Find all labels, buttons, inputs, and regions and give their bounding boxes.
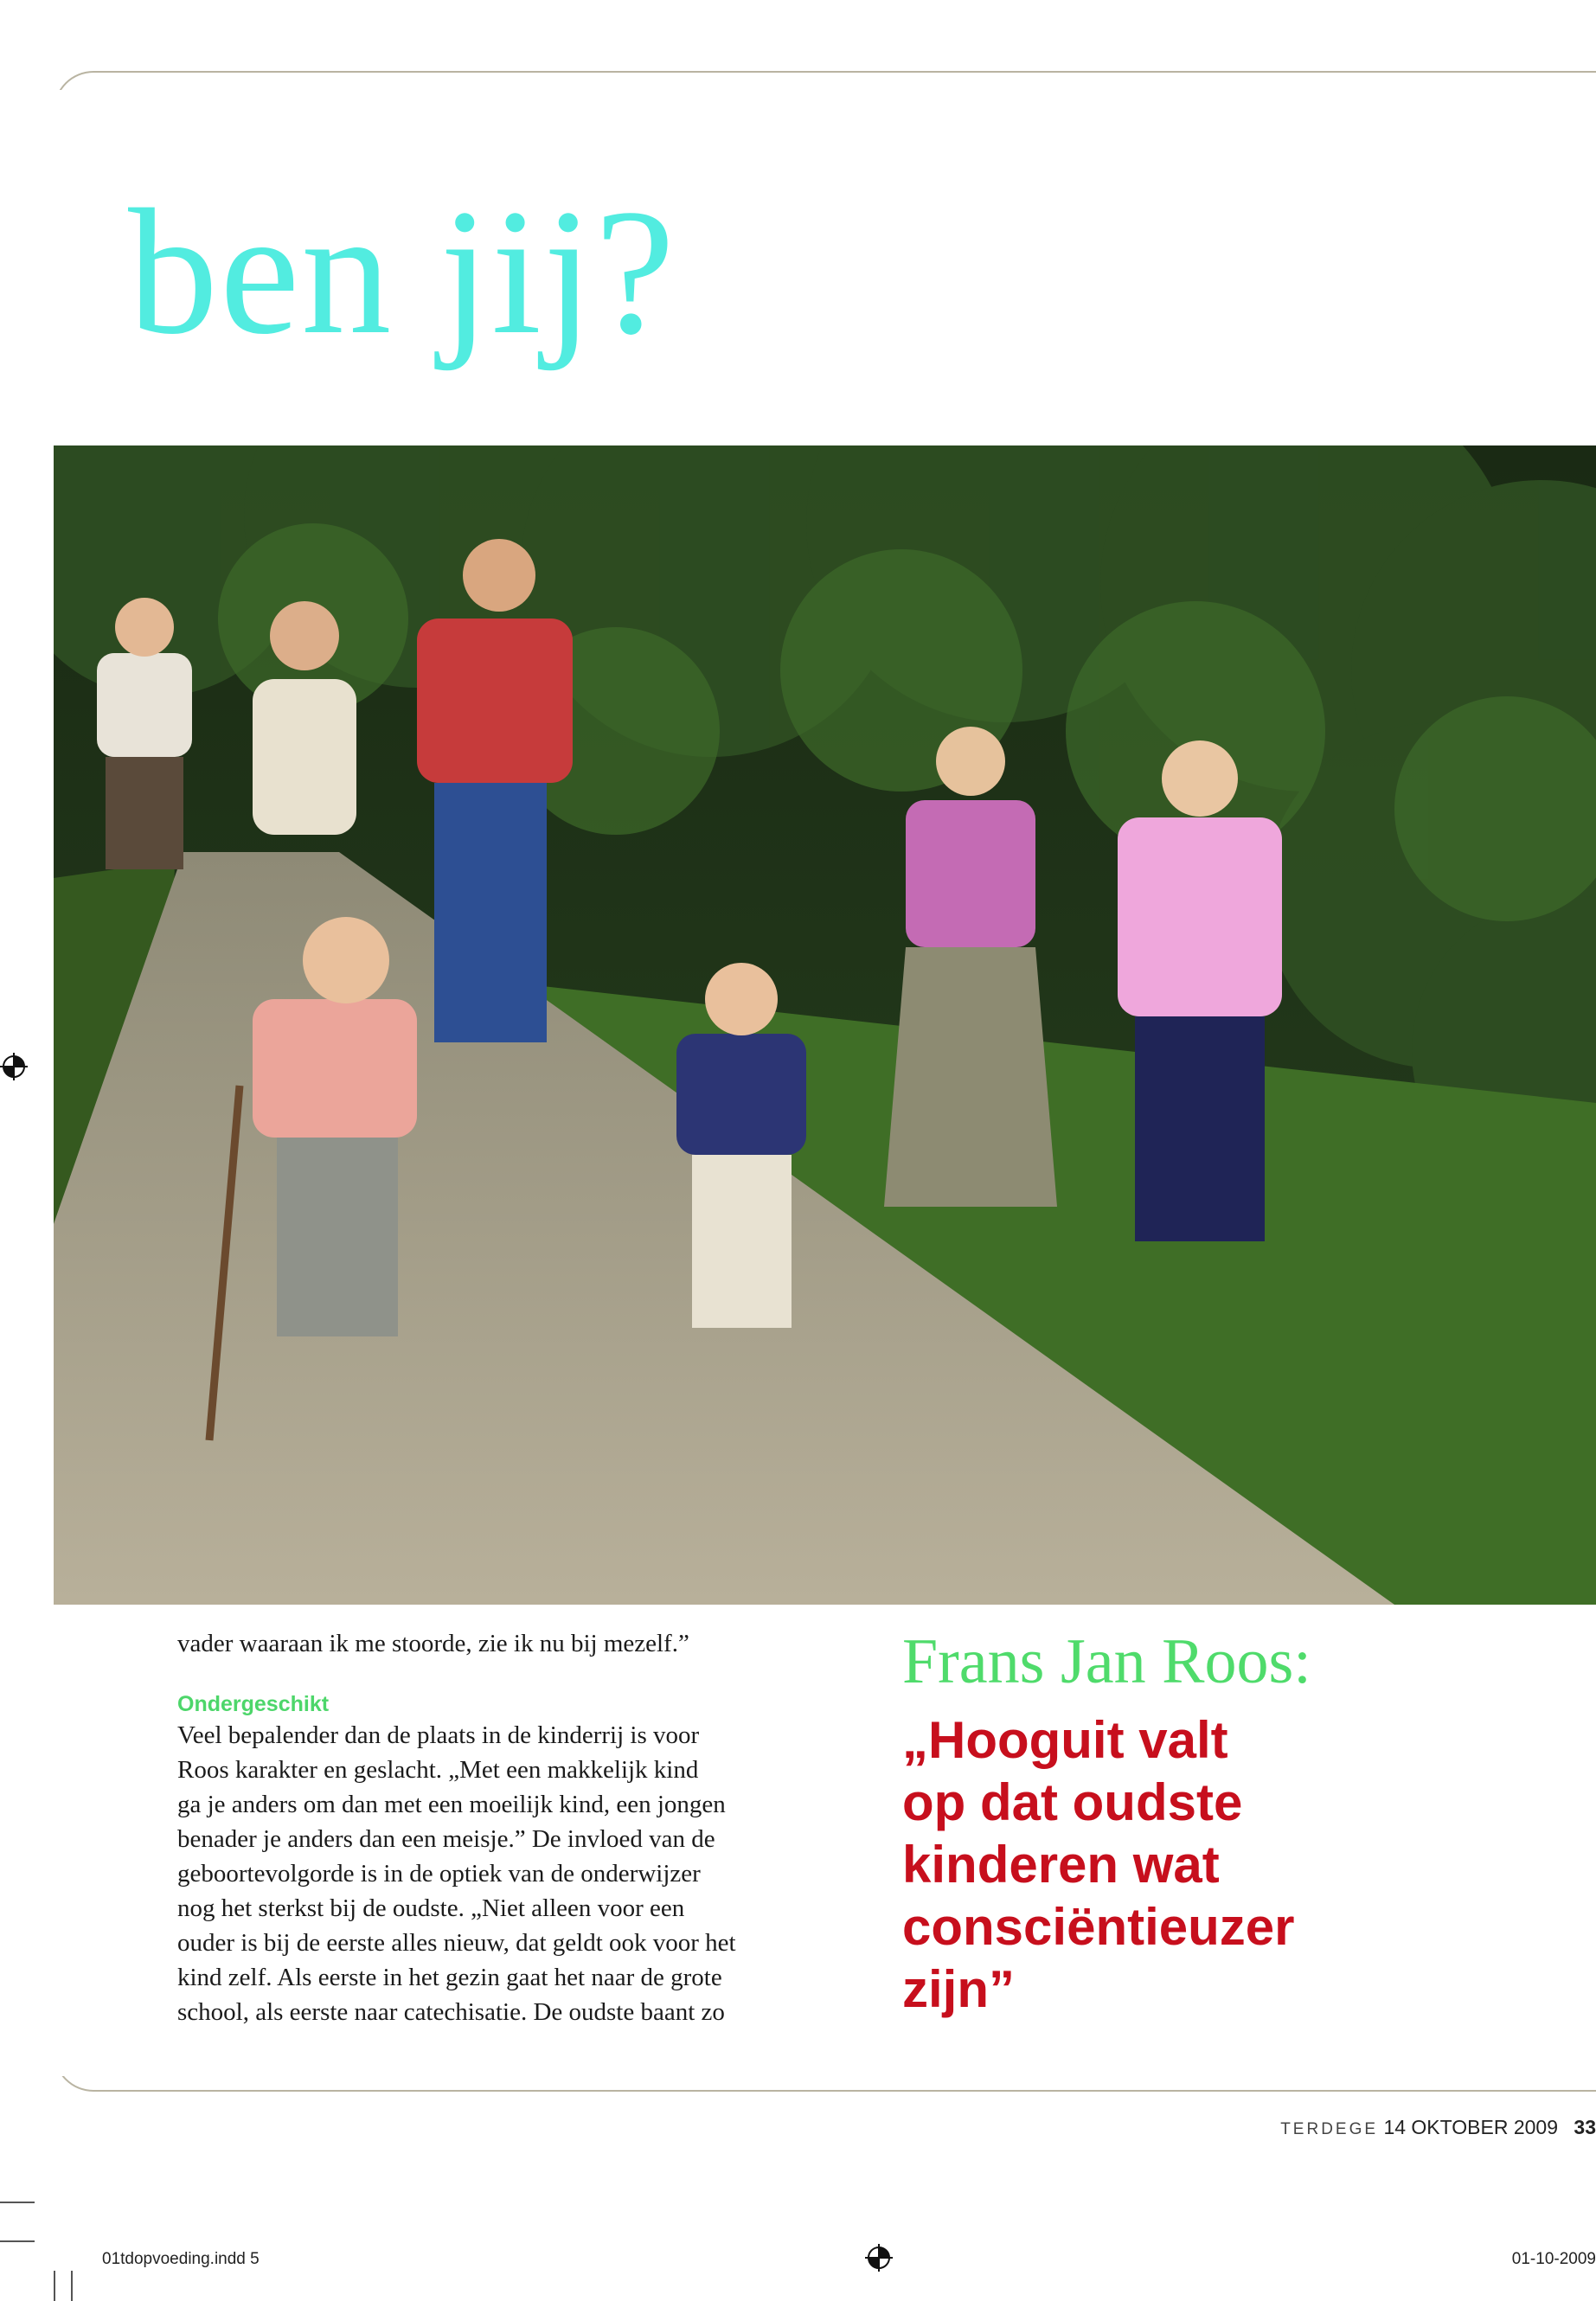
article-line: kind zelf. Als eerste in het gezin gaat het naar de grote xyxy=(177,1964,722,1991)
pull-quote-line: kinderen wat xyxy=(902,1836,1220,1894)
article-line: Veel bepalender dan de plaats in de kinderrij is voor xyxy=(177,1721,700,1749)
pull-quote-line: „Hooguit valt xyxy=(902,1711,1228,1769)
issue-date: 14 OKTOBER 2009 xyxy=(1383,2116,1559,2138)
pull-quote xyxy=(902,1626,1586,2021)
crop-mark xyxy=(0,2202,35,2203)
top-frame-rule xyxy=(54,71,1596,176)
page-folio xyxy=(1280,2116,1596,2139)
article-line: benader je anders dan een meisje.” De invloed van de xyxy=(177,1825,715,1853)
article-subheading: Ondergeschikt xyxy=(177,1692,330,1716)
article-line: nog het sterkst bij de oudste. „Niet alleen voor een xyxy=(177,1894,685,1922)
pull-quote-line: zijn” xyxy=(902,1960,1015,2018)
pull-quote-text xyxy=(902,1709,1586,2021)
article-line: Roos karakter en geslacht. „Met een makkelijk kind xyxy=(177,1756,699,1784)
slug-date: 01-10-2009 xyxy=(1511,2250,1596,2268)
slug-filename: 01tdopvoeding.indd 5 xyxy=(102,2250,260,2268)
pull-quote-line: consciëntieuzer xyxy=(902,1898,1295,1956)
registration-mark-icon xyxy=(865,2244,893,2272)
article-paragraph-lead: vader waaraan ik me stoorde, zie ik nu bij mezelf.” xyxy=(177,1630,689,1657)
article-line: geboortevolgorde is in de optiek van de onderwijzer xyxy=(177,1860,701,1888)
pull-quote-speaker: Frans Jan Roos: xyxy=(902,1626,1311,1697)
pull-quote-line: op dat oudste xyxy=(902,1773,1243,1831)
article-line: ouder is bij de eerste alles nieuw, dat geldt ook voor het xyxy=(177,1929,736,1957)
article-line: ga je anders om dan met een moeilijk kind, een jongen xyxy=(177,1791,726,1818)
article-body xyxy=(177,1626,835,2029)
crop-mark xyxy=(71,2271,73,2301)
page-number: 33 xyxy=(1574,2116,1596,2138)
article-line: school, als eerste naar catechisatie. De oudste baant zo xyxy=(177,1998,725,2026)
crop-mark xyxy=(54,2271,55,2301)
family-photo xyxy=(54,445,1596,1605)
registration-mark-icon xyxy=(0,1053,28,1080)
crop-mark xyxy=(0,2240,35,2242)
magazine-name: TERDEGE xyxy=(1280,2120,1379,2138)
page-title: ben jij? xyxy=(128,172,677,371)
